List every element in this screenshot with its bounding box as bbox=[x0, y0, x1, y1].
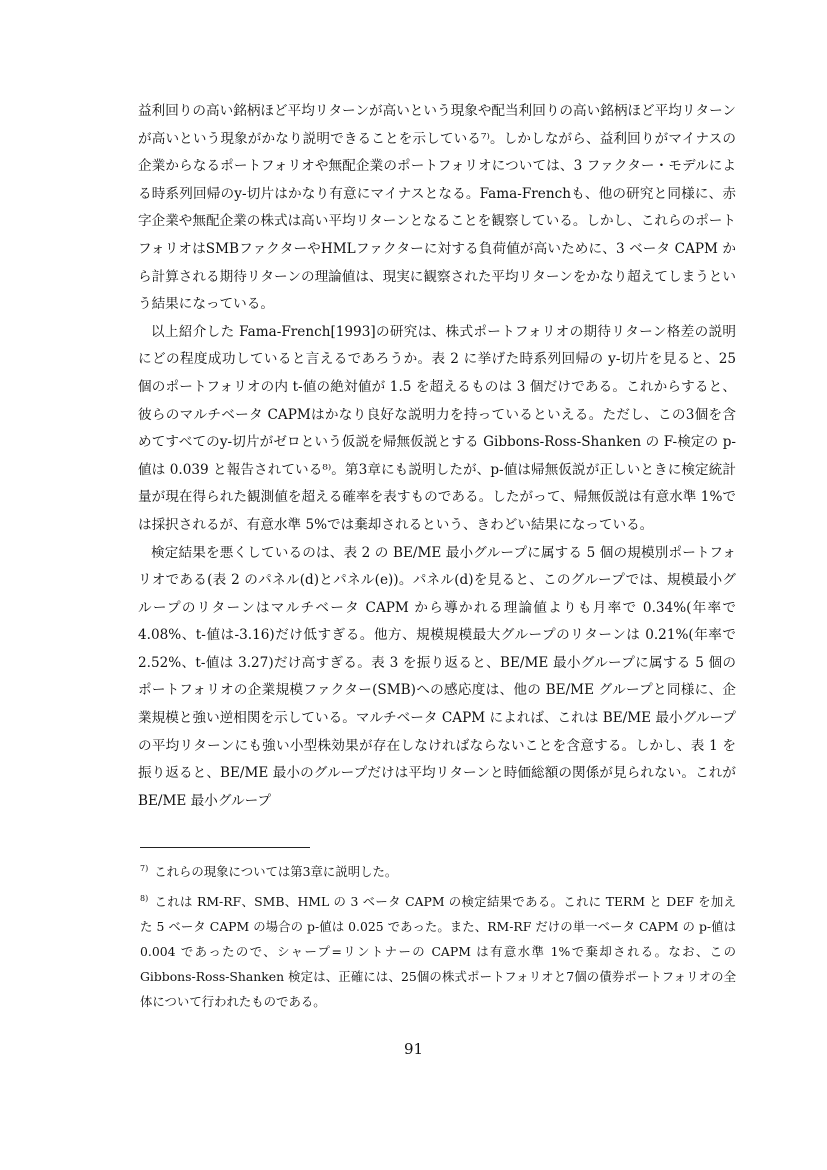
paragraph: 検定結果を悪くしているのは、表 2 の BE/ME 最小グループに属する 5 個の規模別ポートフォリオである(表 2 のパネル(d)とパネル(e))。パネル(d)を見ると、このグループでは、規模最小グループのリターンはマルチベータ CAPM から導かれる理論値よりも月率で 0.34%(年率で 4.08%、t-値は-3.16)だけ低すぎる。他方、規模規模最大グループのリターンは 0.21%(年率で 2.52%、t-値は 3.27)だけ高すぎる。表 3 を振り返ると、BE/ME 最小グループに属する 5 個のポートフォリオの企業規模ファクター(SMB)への感応度は、他の BE/ME グループと同様に、企業規模と強い逆相関を示している。マルチベータ CAPM によれば、これは BE/ME 最小グループの平均リターンにも強い小型株効果が存在しなければならないことを含意する。しかし、表 1 を振り返ると、BE/ME 最小のグループだけは平均リターンと時価総額の関係が見られない。これが BE/ME 最小グループ bbox=[138, 544, 736, 809]
footnote-text: これは RM-RF、SMB、HML の 3 ベータ CAPM の検定結果である。これに TERM と DEF を加えた 5 ベータ CAPM の場合の p-値は 0.025 であった。また、RM-RF だけの単一ベータ CAPM の p-値は 0.004 であったので、シャープ=リントナーの CAPM は有意水準 1%で棄却される。なお、この Gibbons-Ross-Shanken 検定は、正確には、25個の株式ポートフォリオと7個の債券ポートフォリオの全体について行われたものである。 bbox=[140, 894, 736, 1010]
page-number: 91 bbox=[403, 1040, 424, 1058]
footnote bbox=[140, 856, 736, 884]
footnote-separator bbox=[140, 847, 310, 848]
paragraph: 以上紹介した Fama-French[1993]の研究は、株式ポートフォリオの期待リターン格差の説明にどの程度成功していると言えるであろうか。表 2 に挙げた時系列回帰の y-切片を見ると、25 個のポートフォリオの内 t-値の絶対値が 1.5 を超えるものは 3 個だけである。これからすると、彼らのマルチベータ CAPMはかなり良好な説明力を持っているといえる。ただし、この3個を含めてすべてのy-切片がゼロという仮説を帰無仮説とする Gibbons-Ross-Shanken の F-検定の p-値は 0.039 と報告されている⁸⁾。第3章にも説明したが、p-値は帰無仮説が正しいときに検定統計量が現在得られた観測値を超える確率を表すものである。したがって、帰無仮説は有意水準 1%では採択されるが、有意水準 5%では棄却されるという、きわどい結果になっている。 bbox=[138, 323, 736, 533]
body-text bbox=[138, 98, 736, 815]
footnotes bbox=[140, 856, 736, 1016]
footnote-mark: 8) bbox=[140, 894, 149, 904]
footnote-mark: 7) bbox=[140, 864, 149, 873]
paragraph: 益利回りの高い銘柄ほど平均リターンが高いという現象や配当利回りの高い銘柄ほど平均リターンが高いという現象がかなり説明できることを示している⁷⁾。しかしながら、益利回りがマイナスの企業からなるポートフォリオや無配企業のポートフォリオについては、3 ファクター・モデルによる時系列回帰のy-切片はかなり有意にマイナスとなる。Fama-Frenchも、他の研究と同様に、赤字企業や無配企業の株式は高い平均リターンとなることを観察している。しかし、これらのポートフォリオはSMBファクターやHMLファクターに対する負荷値が高いために、3 ベータ CAPM から計算される期待リターンの理論値は、現実に観察された平均リターンをかなり超えてしまうという結果になっている。 bbox=[138, 103, 736, 313]
footnote bbox=[140, 886, 736, 1014]
footnote-text: これらの現象については第3章に説明した。 bbox=[154, 864, 398, 880]
